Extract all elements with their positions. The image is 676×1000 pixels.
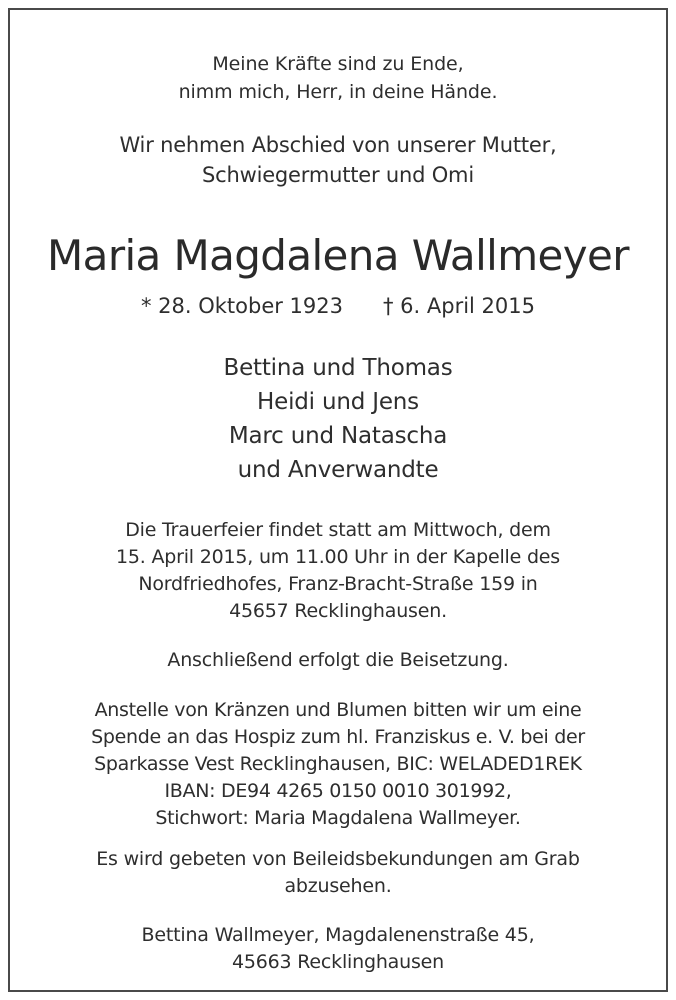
donation-line: Spende an das Hospiz zum hl. Franziskus e. V. bei der [91, 726, 585, 748]
donation-line: IBAN: DE94 4265 0150 0010 301992, [164, 780, 512, 802]
donation-line: Sparkasse Vest Recklinghausen, BIC: WELADED1REK [94, 753, 582, 775]
ceremony-line: 15. April 2015, um 11.00 Uhr in der Kapelle des [116, 546, 560, 568]
donation-line: Stichwort: Maria Magdalena Wallmeyer. [155, 807, 521, 829]
mourner-line: und Anverwandte [237, 457, 439, 483]
death-date: † 6. April 2015 [383, 294, 536, 318]
ceremony-line: 45657 Recklinghausen. [229, 600, 447, 622]
address-line: Bettina Wallmeyer, Magdalenenstraße 45, [141, 924, 535, 946]
mourners-list [10, 351, 666, 487]
mourner-line: Bettina und Thomas [223, 355, 453, 381]
ceremony-line: Die Trauerfeier findet statt am Mittwoch, dem [125, 519, 551, 541]
intro-line: Wir nehmen Abschied von unserer Mutter, [119, 133, 557, 157]
burial-info [10, 647, 666, 674]
obituary-frame [8, 8, 668, 992]
mourner-line: Heidi und Jens [257, 389, 419, 415]
verse [10, 50, 666, 106]
farewell-intro [10, 130, 666, 190]
condolence-note [10, 846, 666, 900]
donation-line: Anstelle von Kränzen und Blumen bitten wir um eine [94, 699, 582, 721]
condolence-line: abzusehen. [284, 875, 392, 897]
intro-line: Schwiegermutter und Omi [202, 163, 474, 187]
burial-line: Anschließend erfolgt die Beisetzung. [167, 649, 509, 671]
funeral-ceremony-info [10, 517, 666, 625]
address-line: 45663 Recklinghausen [232, 951, 444, 973]
life-dates [10, 291, 666, 321]
ceremony-line: Nordfriedhofes, Franz-Bracht-Straße 159 in [138, 573, 538, 595]
verse-line: Meine Kräfte sind zu Ende, [212, 53, 464, 75]
donation-request [10, 697, 666, 832]
mourner-line: Marc und Natascha [228, 423, 448, 449]
condolence-line: Es wird gebeten von Beileidsbekundungen am Grab [96, 848, 580, 870]
contact-address [10, 922, 666, 976]
deceased-name: Maria Magdalena Wallmeyer [47, 231, 629, 280]
verse-line: nimm mich, Herr, in deine Hände. [178, 81, 498, 103]
birth-date: * 28. Oktober 1923 [140, 294, 343, 318]
